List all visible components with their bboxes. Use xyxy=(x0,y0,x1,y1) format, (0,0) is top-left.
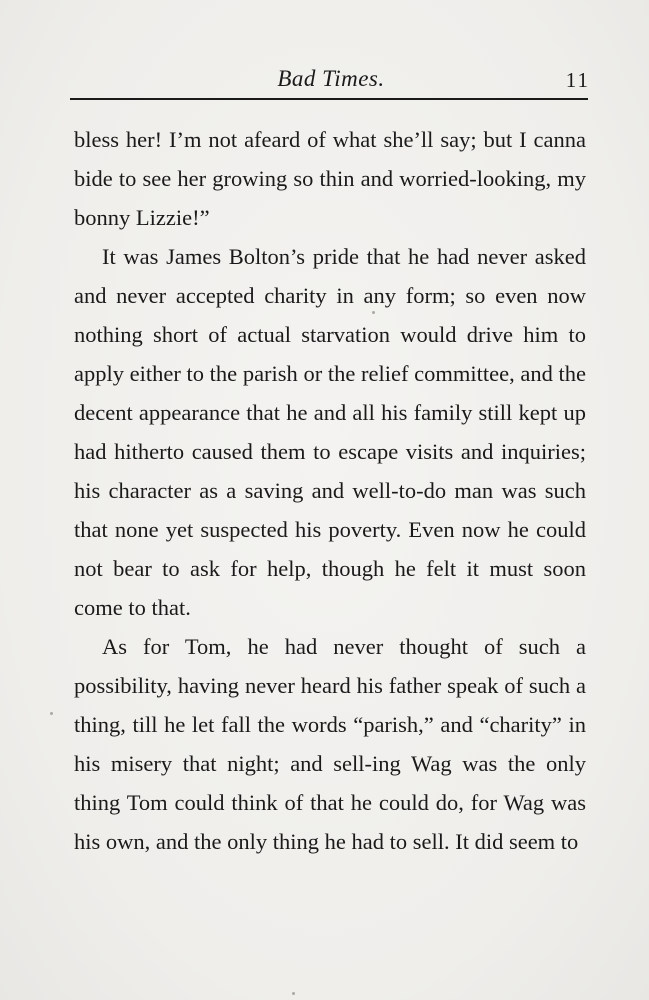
page-header xyxy=(72,60,590,100)
running-title: Bad Times. xyxy=(277,66,385,91)
page-number: 11 xyxy=(565,68,590,92)
paper-speck xyxy=(50,712,53,715)
paper-speck xyxy=(292,992,295,995)
header-rule xyxy=(70,98,588,100)
paragraph-james-bolton: It was James Bolton’s pride that he had never asked and never accepted charity in any form; so even now nothing short of actual starvation would drive him to apply either to the parish or the relief committee, and the decent appearance that he and all his family still kept up had hitherto caused them to escape visits and inquiries; his character as a saving and well-to-do man was such that none yet suspected his poverty. Even now he could not bear to ask for help, though he felt it must soon come to that. xyxy=(74,244,586,620)
paragraph-continuation: bless her! I’m not afeard of what she’ll say; but I canna bide to see her growing so thin and worried-looking, my bonny Lizzie!” xyxy=(74,127,586,230)
paper-speck xyxy=(372,311,375,314)
body-text xyxy=(74,120,586,861)
paragraph-tom: As for Tom, he had never thought of such a possibility, having never heard his father speak of such a thing, till he let fall the words “parish,” and “charity” in his misery that night; and sell-ing Wag was the only thing Tom could think of that he could do, for Wag was his own, and the only thing he had to sell. It did seem to xyxy=(74,634,586,854)
